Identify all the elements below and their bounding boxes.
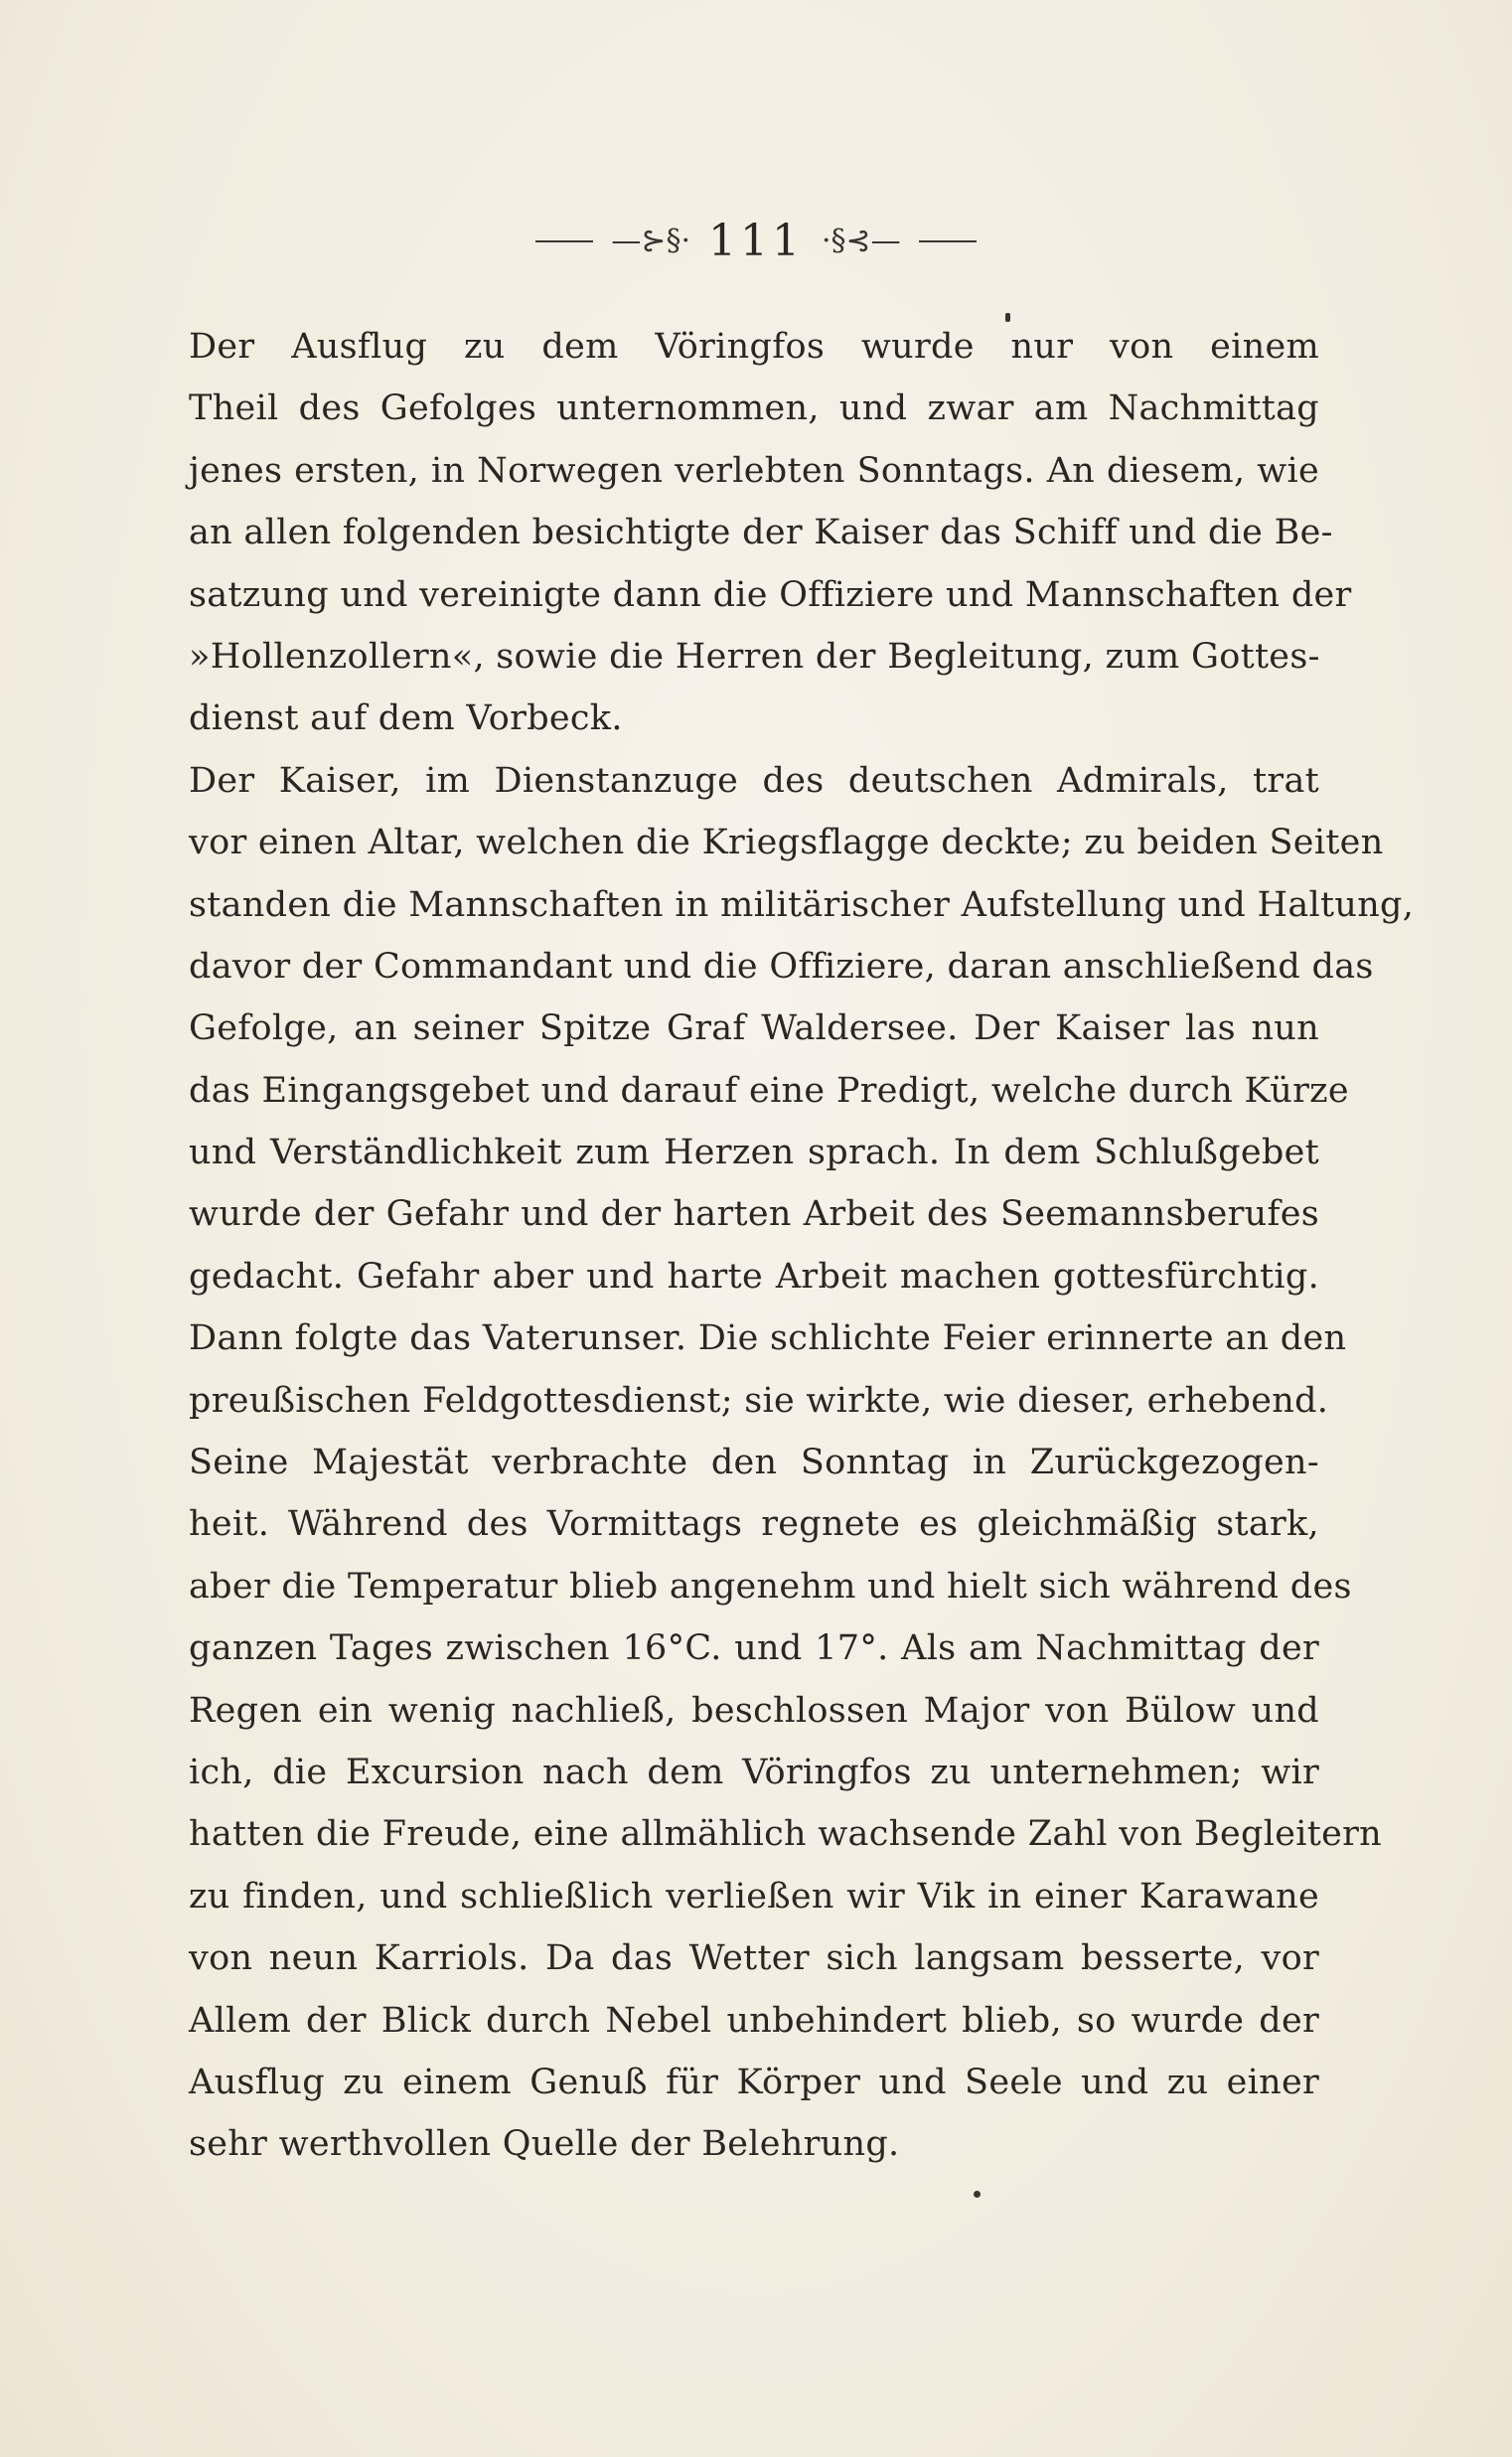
text-line: dienst auf dem Vorbeck.	[189, 698, 623, 739]
text-line: heit. Während des Vormittags regnete es gleichmäßig stark,	[189, 1504, 1319, 1545]
text-line: Regen ein wenig nachließ, beschlossen Major von Bülow und	[189, 1690, 1319, 1731]
ink-dot	[974, 2191, 981, 2198]
text-line: ich, die Excursion nach dem Vöringfos zu unternehmen; wir	[189, 1752, 1319, 1792]
text-line: an allen folgenden besichtigte der Kaiser das Schiff und die Be-	[189, 513, 1333, 553]
text-line: Theil des Gefolges unternommen, und zwar am Nachmittag	[189, 388, 1319, 429]
body-text	[189, 316, 1415, 2176]
text-line: ganzen Tages zwischen 16°C. und 17°. Als am Nachmittag der	[189, 1628, 1319, 1669]
text-line: Ausflug zu einem Genuß für Körper und Seele und zu einer	[189, 2062, 1319, 2102]
text-line: vor einen Altar, welchen die Kriegsflagge deckte; zu beiden Seiten	[189, 823, 1384, 863]
text-line: von neun Karriols. Da das Wetter sich langsam besserte, vor	[189, 1938, 1319, 1979]
text-line: und Verständlichkeit zum Herzen sprach. In dem Schlußgebet	[189, 1133, 1319, 1173]
text-line: hatten die Freude, eine allmählich wachsende Zahl von Begleitern	[189, 1814, 1382, 1855]
text-line: Allem der Blick durch Nebel unbehindert blieb, so wurde der	[189, 2000, 1319, 2041]
text-line: Gefolge, an seiner Spitze Graf Waldersee. Der Kaiser las nun	[189, 1008, 1319, 1049]
header-rule-left	[535, 240, 593, 242]
text-line: Der Kaiser, im Dienstanzuge des deutschen Admirals, trat	[189, 760, 1319, 801]
header-ornament-left: —⊱§·	[611, 224, 690, 258]
text-line: Der Ausflug zu dem Vöringfos wurde nur von einem	[189, 327, 1319, 367]
text-line: Dann folgte das Vaterunser. Die schlichte Feier erinnerte an den	[189, 1318, 1347, 1359]
text-line: satzung und vereinigte dann die Offiziere und Mannschaften der	[189, 574, 1352, 615]
ink-mark	[1005, 313, 1010, 322]
text-line: standen die Mannschaften in militärischer Aufstellung und Haltung,	[189, 884, 1415, 925]
text-line: aber die Temperatur blieb angenehm und hielt sich während des	[189, 1566, 1352, 1607]
page-header	[0, 217, 1512, 266]
text-line: »Hollenzollern«, sowie die Herren der Begleitung, zum Gottes-	[189, 636, 1320, 677]
text-line: davor der Commandant und die Offiziere, daran anschließend das	[189, 946, 1374, 987]
text-line: sehr werthvollen Quelle der Belehrung.	[189, 2124, 900, 2165]
page-number: 111	[708, 216, 804, 266]
header-rule-right	[919, 240, 977, 242]
text-line: preußischen Feldgottesdienst; sie wirkte, wie dieser, erhebend.	[189, 1380, 1329, 1421]
text-line: jenes ersten, in Norwegen verlebten Sonntags. An diesem, wie	[189, 450, 1319, 491]
text-line: das Eingangsgebet und darauf eine Predigt, welche durch Kürze	[189, 1070, 1349, 1111]
text-line: wurde der Gefahr und der harten Arbeit des Seemannsberufes	[189, 1194, 1319, 1235]
header-ornament-right: ·§⊰—	[821, 224, 901, 258]
text-line: zu finden, und schließlich verließen wir Vik in einer Karawane	[189, 1876, 1319, 1917]
text-line: gedacht. Gefahr aber und harte Arbeit machen gottesfürchtig.	[189, 1256, 1319, 1297]
text-line: Seine Majestät verbrachte den Sonntag in Zurückgezogen-	[189, 1443, 1319, 1483]
